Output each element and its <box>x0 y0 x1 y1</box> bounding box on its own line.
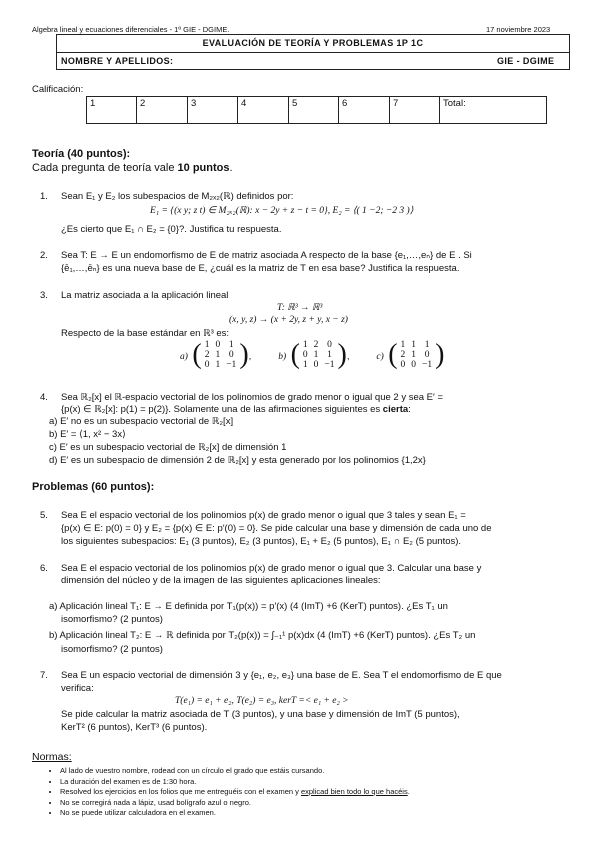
ma-entry: 1 <box>215 350 221 360</box>
q6-a-line1: a) Aplicación lineal T₁: E → E definida por T₁(p(x)) = p′(x) (4 (ImT) +6 (KerT) puntos). ¿Es T₁ un <box>49 601 448 612</box>
ma-entry: 0 <box>228 350 234 360</box>
q7-line1: Sea E un espacio vectorial de dimensión 3 y {e₁, e₂, e₃} una base de E. Sea T el endomorfismo de E que <box>61 670 502 681</box>
ma-entry: 1 <box>215 360 221 370</box>
q5-line1: Sea E el espacio vectorial de los polinomios p(x) de grado menor o igual que 3 tales y sean E₁ = <box>61 510 466 521</box>
normas-item: • Al lado de vuestro nombre, rodead con un círculo el grado que estáis cursando. <box>60 766 410 777</box>
problemas-title: Problemas (60 puntos): <box>32 481 155 493</box>
name-label[interactable]: NOMBRE Y APELLIDOS: <box>61 56 174 66</box>
degree-label[interactable]: GIE - DGIME <box>497 56 555 66</box>
q4-option-c: c) E′ es un subespacio vectorial de ℝ₂[x] de dimensión 1 <box>49 442 287 453</box>
matrix-a <box>202 340 240 370</box>
q7-line5: KerT² (6 puntos), KerT³ (6 puntos). <box>61 722 208 733</box>
q3-number: 3. <box>40 290 48 301</box>
ma-entry: 2 <box>204 350 210 360</box>
q6-a-line2: isomorfismo? (2 puntos) <box>61 614 163 625</box>
mc-entry: 1 <box>400 340 406 350</box>
mc-entry: 0 <box>400 360 406 370</box>
q1-number: 1. <box>40 191 48 202</box>
q4-line2: {p(x) ∈ ℝ₂[x]: p(1) = p(2)}. Solamente una de las afirmaciones siguientes es cierta: <box>61 404 411 415</box>
normas-item: • Resolved los ejercicios en los folios que me entreguéis con el examen y explicad bien todo lo que hacéis. <box>60 787 410 798</box>
exam-title: EVALUACIÓN DE TEORÍA Y PROBLEMAS 1P 1C <box>202 38 424 48</box>
mb-entry: 1 <box>327 350 332 360</box>
calificacion-label: Calificación: <box>32 84 84 95</box>
grade-cell-1[interactable]: 1 <box>87 97 137 124</box>
grade-cell-7[interactable]: 7 <box>390 97 440 124</box>
q4-line1: Sea ℝ₂[x] el ℝ-espacio vectorial de los polinomios de grado menor o igual que 2 y sea E′ = <box>61 392 443 403</box>
ma-entry: 1 <box>204 340 210 350</box>
normas-list <box>46 766 410 819</box>
q6-b-line1: b) Aplicación lineal T₂: E → ℝ definida por T₂(p(x)) = ∫₋₁¹ p(x)dx (4 (ImT) +6 (KerT) puntos). ¿Es T₂ un <box>49 630 476 641</box>
course-header: Algebra lineal y ecuaciones diferenciales - 1º GIE - DGIME. <box>32 25 230 34</box>
normas-item: • No se corregirá nada a lápiz, usad bolígrafo azul o negro. <box>60 798 410 809</box>
normas-title: Normas: <box>32 751 72 763</box>
q3-option-c-label: c) <box>376 352 384 363</box>
q1-line1: Sean E₁ y E₂ los subespacios de M₂ₓ₂(ℝ) definidos por: <box>61 191 294 202</box>
q1-definition: E₁ = {(x y; z t) ∈ M₂ₓ₂(ℝ): x − 2y + z − t = 0}, E₂ = ⟨( 1 −2; −2 3 )⟩ <box>150 206 414 216</box>
q3-map-rule: (x, y, z) → (x + 2y, z + y, x − z) <box>229 315 348 325</box>
mb-entry: −1 <box>324 360 335 370</box>
q4-option-b: b) E′ = ⟨1, x² − 3x⟩ <box>49 429 126 440</box>
ma-entry: −1 <box>226 360 237 370</box>
mc-entry: 2 <box>400 350 406 360</box>
teoria-title: Teoría (40 puntos): <box>32 148 131 160</box>
grade-cell-5[interactable]: 5 <box>289 97 339 124</box>
q3-line1: La matriz asociada a la aplicación lineal <box>61 290 229 301</box>
mc-entry: 0 <box>411 360 417 370</box>
q5-line3: los siguientes subespacios: E₁ (3 puntos), E₂ (3 puntos), E₁ + E₂ (5 puntos), E₁ ∩ E₂ (5 puntos). <box>61 536 462 547</box>
mc-entry: 1 <box>424 340 430 350</box>
q7-equation: T(e₁) = e₁ + e₂, T(e₂) = e₃, kerT =< e₁ + e₂ > <box>175 696 349 706</box>
q7-line2: verifica: <box>61 683 94 694</box>
q2-number: 2. <box>40 250 48 261</box>
mb-entry: 0 <box>302 350 308 360</box>
mc-entry: 0 <box>424 350 430 360</box>
grade-cell-4[interactable]: 4 <box>238 97 289 124</box>
matrix-c <box>398 340 436 370</box>
mb-entry: 1 <box>302 340 308 350</box>
q4-option-a: a) E′ no es un subespacio vectorial de ℝ₂[x] <box>49 416 234 427</box>
q7-line4: Se pide calcular la matriz asociada de T (3 puntos), y una base y dimensión de ImT (5 puntos), <box>61 709 460 720</box>
q6-line2: dimensión del núcleo y de la imagen de las siguientes aplicaciones lineales: <box>61 575 381 586</box>
q3-line4: Respecto de la base estándar en ℝ³ es: <box>61 328 230 339</box>
q6-line1: Sea E el espacio vectorial de los polinomios p(x) de grado menor o igual que 3. Calcular una base y <box>61 563 482 574</box>
grade-cell-6[interactable]: 6 <box>339 97 390 124</box>
q6-number: 6. <box>40 563 48 574</box>
q7-number: 7. <box>40 670 48 681</box>
q3-options: a) ( 1 0 1 2 1 0 0 1 −1 ), b) ( 1 2 0 0 1 1 1 0 −1 ), c) ( 1 1 1 2 1 0 0 0 −1 ) <box>180 339 445 370</box>
q1-question: ¿Es cierto que E₁ ∩ E₂ = {0}?. Justifica tu respuesta. <box>61 224 282 235</box>
grade-cell-2[interactable]: 2 <box>137 97 188 124</box>
q3-option-a-label: a) <box>180 352 188 363</box>
grade-cell-total[interactable]: Total: <box>440 97 547 124</box>
teoria-subtitle: Cada pregunta de teoría vale 10 puntos. <box>32 162 233 174</box>
mb-entry: 2 <box>313 340 319 350</box>
ma-entry: 0 <box>204 360 210 370</box>
title-box <box>56 34 570 70</box>
ma-entry: 0 <box>215 340 221 350</box>
mc-entry: 1 <box>411 350 417 360</box>
q3-option-b-label: b) <box>278 352 287 363</box>
q3-map-domain: T: ℝ³ → ℝ³ <box>277 303 323 313</box>
q5-line2: {p(x) ∈ E: p(0) = 0} y E₂ = {p(x) ∈ E: p′(0) = 0}. Se pide calcular una base y dimensión de cada uno de <box>61 523 492 534</box>
matrix-b <box>300 340 338 370</box>
q5-number: 5. <box>40 510 48 521</box>
grade-cell-3[interactable]: 3 <box>188 97 238 124</box>
q6-b-line2: isomorfismo? (2 puntos) <box>61 644 163 655</box>
q2-line1: Sea T: E → E un endomorfismo de E de matriz asociada A respecto de la base {e₁,…,eₙ} de E . Si <box>61 250 472 261</box>
grade-table <box>86 96 547 124</box>
mc-entry: 1 <box>411 340 417 350</box>
mb-entry: 1 <box>313 350 319 360</box>
normas-item: • La duración del examen es de 1:30 hora. <box>60 777 410 788</box>
q2-line2: {ē₁,…,ēₙ} es una nueva base de E, ¿cuál es la matriz de T en esa base? Justifica la respuesta. <box>61 263 460 274</box>
ma-entry: 1 <box>228 340 234 350</box>
q4-option-d: d) E′ es un subespacio de dimensión 2 de ℝ₂[x] y esta generado por los polinomios {1,2x} <box>49 455 426 466</box>
normas-item: • No se puede utilizar calculadora en el examen. <box>60 808 410 819</box>
mb-entry: 0 <box>327 340 332 350</box>
date-header: 17 noviembre 2023 <box>486 25 551 34</box>
q4-number: 4. <box>40 392 48 403</box>
mb-entry: 0 <box>313 360 319 370</box>
mc-entry: −1 <box>422 360 433 370</box>
mb-entry: 1 <box>302 360 308 370</box>
